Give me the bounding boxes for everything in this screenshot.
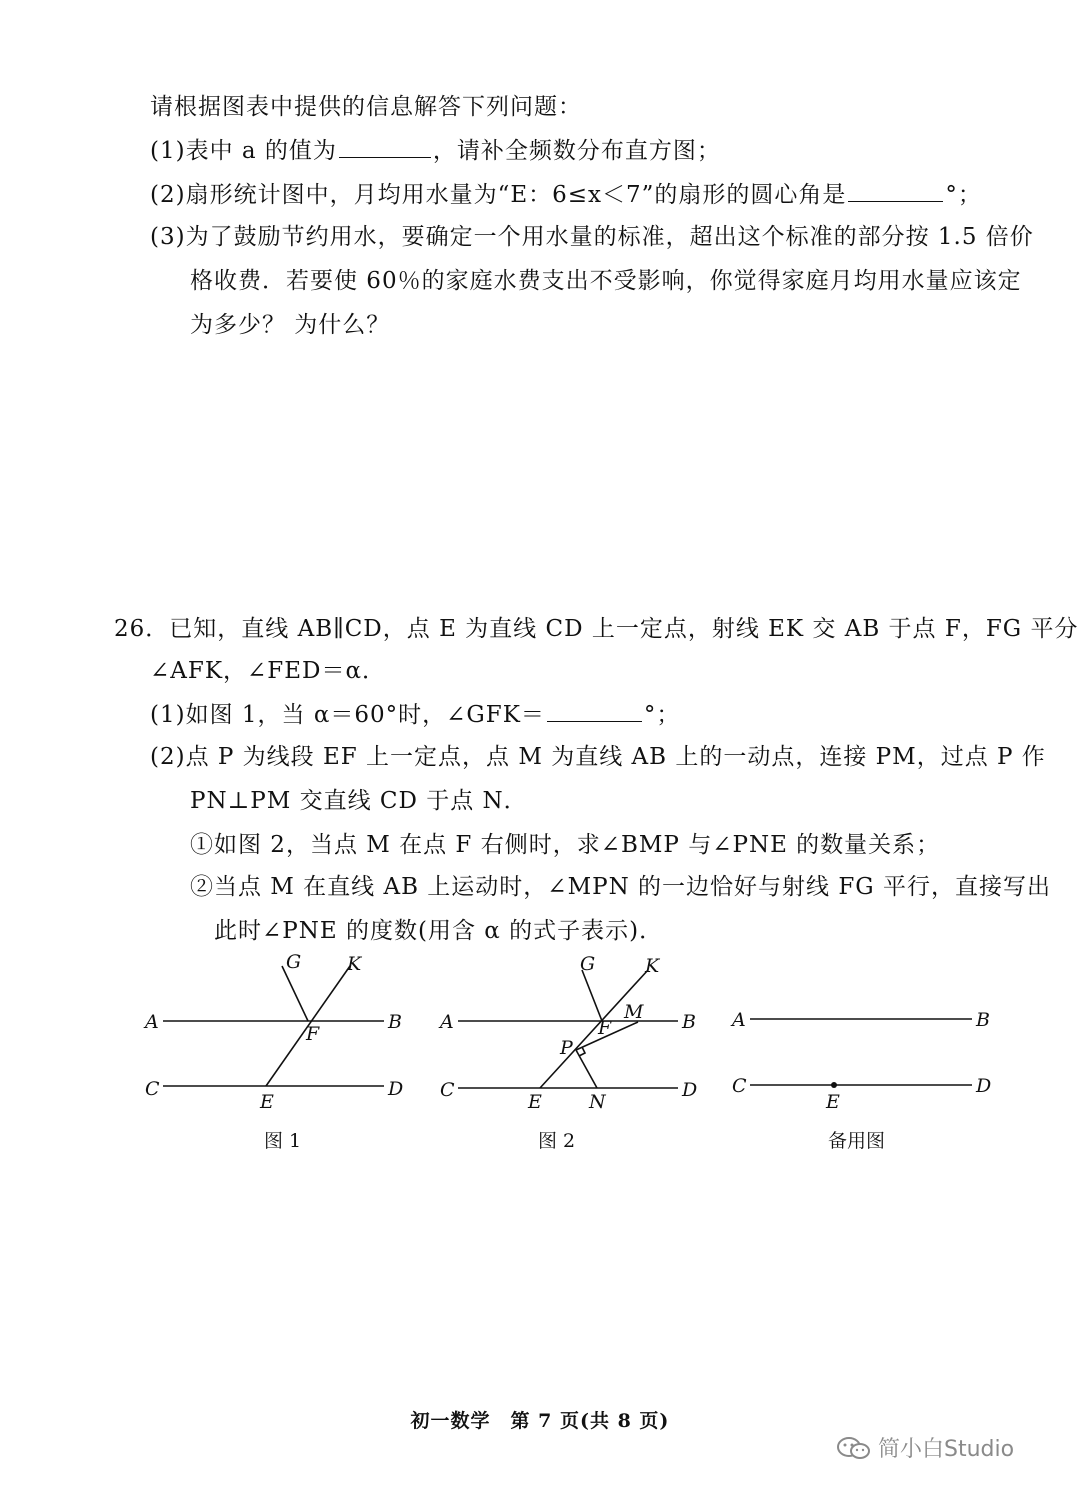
figure-1-lines bbox=[163, 966, 384, 1086]
figure-2-lines bbox=[458, 970, 678, 1088]
q26-stem-line2: ∠AFK，∠FED＝α． bbox=[150, 658, 387, 684]
q26-sub2-line2: 此时∠PNE 的度数(用含 α 的式子表示)． bbox=[214, 918, 664, 944]
q26-part2-line2: PN⊥PM 交直线 CD 于点 N． bbox=[190, 788, 528, 814]
ray-ek bbox=[540, 970, 648, 1088]
figure-3-caption: 备用图 bbox=[828, 1130, 886, 1152]
q26-stem-line1: 26．已知，直线 AB∥CD，点 E 为直线 CD 上一定点，射线 EK 交 AB 于点 F，FG 平分 bbox=[114, 616, 1079, 642]
label-b: B bbox=[976, 1009, 990, 1031]
label-e: E bbox=[260, 1091, 274, 1113]
label-b: B bbox=[388, 1011, 402, 1033]
label-f: F bbox=[306, 1023, 320, 1045]
label-k: K bbox=[645, 955, 660, 977]
label-k: K bbox=[347, 953, 362, 975]
q25-part2-text-end: °； bbox=[945, 182, 982, 208]
figure-1-caption: 图 1 bbox=[264, 1130, 302, 1152]
watermark-text: 简小白Studio bbox=[878, 1437, 1015, 1462]
ray-fg bbox=[282, 966, 308, 1021]
label-c: C bbox=[145, 1078, 160, 1100]
label-e: E bbox=[826, 1091, 840, 1113]
label-g: G bbox=[286, 951, 302, 973]
watermark bbox=[836, 1432, 1014, 1463]
q25-part1-text: (1)表中 a 的值为 bbox=[150, 138, 337, 164]
instruction-text: 请根据图表中提供的信息解答下列问题： bbox=[150, 94, 582, 120]
label-c: C bbox=[440, 1079, 455, 1101]
page-footer: 初一数学 第 7 页(共 8 页) bbox=[410, 1410, 670, 1432]
label-m: M bbox=[624, 1001, 644, 1023]
q25-part3-line2: 格收费．若要使 60％的家庭水费支出不受影响，你觉得家庭月均用水量应该定 bbox=[190, 268, 1022, 294]
ray-fg bbox=[582, 970, 602, 1021]
q25-part3-line1: (3)为了鼓励节约用水，要确定一个用水量的标准，超出这个标准的部分按 1.5 倍价 bbox=[150, 224, 1034, 250]
label-d: D bbox=[388, 1078, 404, 1100]
label-n: N bbox=[589, 1091, 606, 1113]
q26-part1-text: (1)如图 1，当 α＝60°时，∠GFK＝ bbox=[150, 702, 545, 728]
label-a: A bbox=[145, 1011, 159, 1033]
label-d: D bbox=[682, 1079, 698, 1101]
q25-part1-text-end: ，请补全频数分布直方图； bbox=[432, 138, 721, 164]
q26-sub1: ①如图 2，当点 M 在点 F 右侧时，求∠BMP 与∠PNE 的数量关系； bbox=[190, 832, 941, 858]
figure-3-lines bbox=[750, 1019, 972, 1085]
q26-part2-line1: (2)点 P 为线段 EF 上一定点，点 M 为直线 AB 上的一动点，连接 PM，过点 P 作 bbox=[150, 744, 1046, 770]
q26-part1-text-end: °； bbox=[643, 702, 681, 728]
label-p: P bbox=[560, 1037, 573, 1059]
figure-2-caption: 图 2 bbox=[538, 1130, 576, 1152]
q25-part3-line3: 为多少？ 为什么？ bbox=[190, 312, 391, 338]
label-b: B bbox=[682, 1011, 696, 1033]
q25-part2-text: (2)扇形统计图中，月均用水量为“E：6≤x＜7”的扇形的圆心角是 bbox=[150, 182, 847, 208]
label-f: F bbox=[598, 1017, 612, 1039]
point-e bbox=[831, 1082, 837, 1088]
label-c: C bbox=[732, 1075, 747, 1097]
q26-sub2-line1: ②当点 M 在直线 AB 上运动时，∠MPN 的一边恰好与射线 FG 平行，直接写出 bbox=[190, 874, 1051, 900]
label-a: A bbox=[732, 1009, 746, 1031]
label-a: A bbox=[440, 1011, 454, 1033]
label-d: D bbox=[976, 1075, 992, 1097]
label-g: G bbox=[580, 953, 596, 975]
wechat-icon bbox=[836, 1436, 872, 1460]
label-e: E bbox=[528, 1091, 542, 1113]
